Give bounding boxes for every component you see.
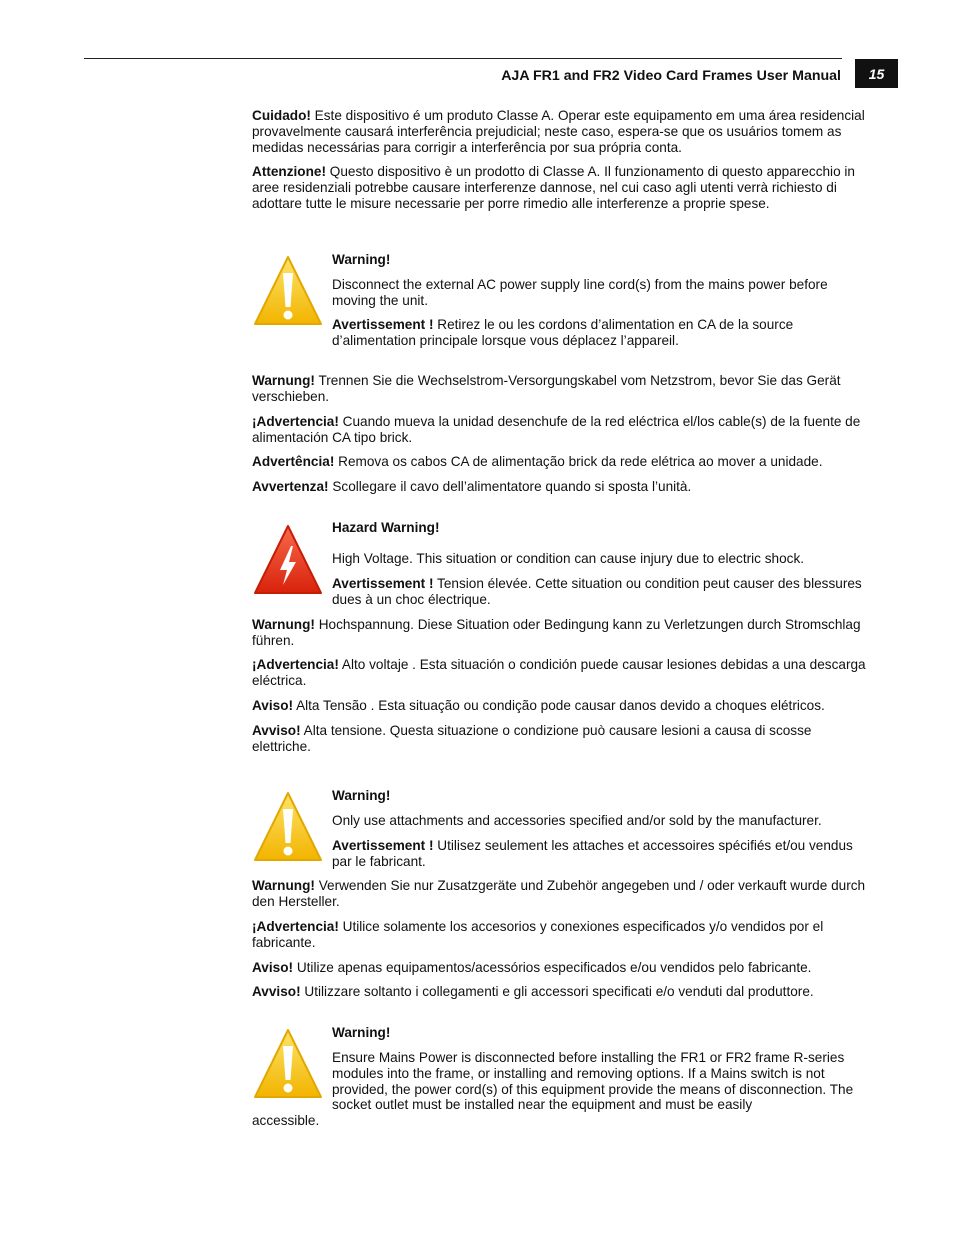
high-voltage-icon — [253, 524, 323, 596]
warning-triangle-icon — [253, 1028, 323, 1100]
accessories-warning-german: Warnung! Verwenden Sie nur Zusatzgeräte und Zubehör angegeben und / oder verkauft wurde durch den Hersteller. — [252, 878, 866, 909]
warning-italian: Avvertenza! Scollegare il cavo dell’alimentatore quando si sposta l’unità. — [252, 479, 692, 494]
accessories-warning-spanish: ¡Advertencia! Utilice solamente los accesorios y conexiones especificados y/o vendidos por el fabricante. — [252, 919, 824, 950]
warning-portuguese: Advertência! Remova os cabos CA de alimentação brick da rede elétrica ao mover a unidade. — [252, 454, 823, 469]
accessories-warning-italian: Avviso! Utilizzare soltanto i collegamenti e gli accessori specificati e/o venduti dal produttore. — [252, 984, 814, 999]
accessories-warning-text: Only use attachments and accessories specified and/or sold by the manufacturer. — [332, 813, 822, 828]
accessories-warning-french: Avertissement ! Utilisez seulement les attaches et accessoires spécifiés et/ou vendus par le fabricant. — [332, 838, 853, 869]
warning-french: Avertissement ! Retirez le ou les cordons d’alimentation en CA de la source d’alimentation principale lorsque vous déplacez l’appareil. — [332, 317, 794, 348]
hazard-title: Hazard Warning! — [332, 520, 440, 535]
caution-portuguese: Cuidado! Este dispositivo é um produto Classe A. Operar este equipamento em uma área residencial provavelmente causará interferência prejudicial; neste caso, espera-se que os usuários tomem as medidas necessárias para corrigir a interferência por sua própria conta. — [252, 108, 865, 155]
hazard-italian: Avviso! Alta tensione. Questa situazione o condizione può causare lesioni a causa di scosse elettriche. — [252, 723, 812, 754]
warning-title: Warning! — [332, 252, 391, 267]
accessories-warning-portuguese: Aviso! Utilize apenas equipamentos/acessórios especificados e/ou vendidos pelo fabricante. — [252, 960, 812, 975]
mains-warning-text: Ensure Mains Power is disconnected before installing the FR1 or FR2 frame R-series modules into the frame, or installing and removing options. If a Mains switch is not provided, the power cord(s) of this equipment provide the means of disconnection. The socket outlet must be installed near the equipment and must be easily — [332, 1050, 854, 1113]
caution-italian: Attenzione! Questo dispositivo è un prodotto di Classe A. Il funzionamento di questo apparecchio in aree residenziali potrebbe causare interferenze dannose, nel cui caso agli utenti verrà richiesto di adottare tutte le misure necessarie per porre rimedio alle interferenze a proprie spese. — [252, 164, 855, 211]
hazard-french: Avertissement ! Tension élevée. Cette situation ou condition peut causer des blessures dues à un choc électrique. — [332, 576, 862, 607]
hazard-text: High Voltage. This situation or condition can cause injury due to electric shock. — [332, 551, 805, 566]
page-number: 15 — [855, 59, 898, 88]
warning-spanish: ¡Advertencia! Cuando mueva la unidad desenchufe de la red eléctrica el/los cable(s) de la fuente de alimentación CA tipo brick. — [252, 414, 861, 445]
hazard-german: Warnung! Hochspannung. Diese Situation oder Bedingung kann zu Verletzungen durch Stromschlag führen. — [252, 617, 861, 648]
warning-text: Disconnect the external AC power supply line cord(s) from the mains power before moving the unit. — [332, 277, 828, 308]
mains-warning-text-end: accessible. — [252, 1113, 320, 1128]
warning-triangle-icon — [253, 791, 323, 863]
warning-triangle-icon — [253, 255, 323, 327]
mains-warning-title: Warning! — [332, 1025, 391, 1040]
hazard-portuguese: Aviso! Alta Tensão . Esta situação ou condição pode causar danos devido a choques elétricos. — [252, 698, 825, 713]
accessories-warning-title: Warning! — [332, 788, 391, 803]
header-rule — [84, 58, 842, 59]
hazard-spanish: ¡Advertencia! Alto voltaje . Esta situación o condición puede causar lesiones debidas a una descarga eléctrica. — [252, 657, 866, 688]
manual-title: AJA FR1 and FR2 Video Card Frames User Manual — [501, 68, 841, 84]
warning-german: Warnung! Trennen Sie die Wechselstrom-Versorgungskabel vom Netzstrom, bevor Sie das Gerät verschieben. — [252, 373, 841, 404]
